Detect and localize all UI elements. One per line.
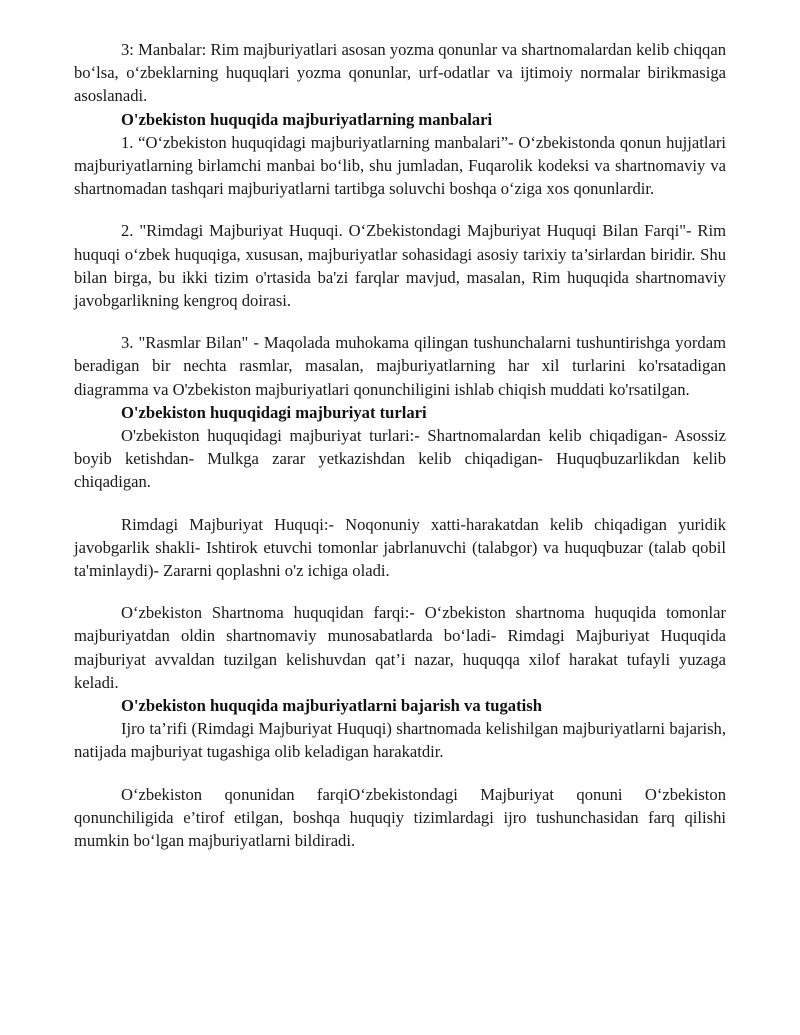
paragraph-item-2: 2. "Rimdagi Majburiyat Huquqi. O‘Zbekistondagi Majburiyat Huquqi Bilan Farqi"- Rim huquqi o‘zbek huquqiga, xususan, majburiyatlar sohasidagi asosiy tarixiy ta’sirlardan biridir. Shu bilan birga, bu ikki tizim o'rtasida ba'zi farqlar mavjud, masalan, Rim huquqida shartnomaviy javobgarlikning kengroq doirasi. (74, 221, 726, 311)
heading-types-of-obligations: O'zbekiston huquqidagi majburiyat turlari (121, 402, 427, 422)
heading-performance-and-termination: O'zbekiston huquqida majburiyatlarni bajarish va tugatish (121, 696, 542, 716)
paragraph-contract-difference: O‘zbekiston Shartnoma huquqidan farqi:- O‘zbekiston shartnoma huquqida tomonlar majburiyatdan oldin shartnomaviy munosabatlarda bo‘ladi- Rimdagi Majburiyat Huquqida majburiyat avvaldan tuzilgan kelishuvdan qat’i nazar, huquqqa xilof harakat tufayli yuzaga keladi. (74, 603, 726, 692)
heading-sources-of-obligations: O'zbekiston huquqida majburiyatlarning manbalari (121, 109, 493, 129)
paragraph-item-1: 1. “O‘zbekiston huquqidagi majburiyatlarning manbalari”- O‘zbekistonda qonun hujjatlari majburiyatlarning birlamchi manbai bo‘lib, shu jumladan, Fuqarolik kodeksi va shartnomaviy va shartnomadan tashqari majburiyatlarni tartibga soluvchi boshqa o‘ziga xos qonunlardir. (74, 132, 726, 199)
document-page (74, 38, 726, 852)
paragraph-types-list: O'zbekiston huquqidagi majburiyat turlari:- Shartnomalardan kelib chiqadigan- Asossiz boyib ketishdan- Mulkga zarar yetkazishdan kelib chiqadigan- Huquqbuzarlikdan kelib chiqadigan. (74, 426, 726, 492)
paragraph-item-3: 3. "Rasmlar Bilan" - Maqolada muhokama qilingan tushunchalarni tushuntirishga yordam beradigan bir nechta rasmlar, masalan, majburiyatlarning har xil turlarini ko'rsatadigan diagramma va O'zbekiston majburiyatlari qonunchiligini ishlab chiqish muddati ko'rsatilgan. (74, 333, 726, 399)
paragraph-law-difference: O‘zbekiston qonunidan farqiO‘zbekistondagi Majburiyat qonuni O‘zbekiston qonunchiligida e’tirof etilgan, boshqa huquqiy tizimlardagi ijro tushunchasidan farq qilishi mumkin bo‘lgan majburiyatlarni bildiradi. (74, 784, 726, 851)
paragraph-sources: 3: Manbalar: Rim majburiyatlari asosan yozma qonunlar va shartnomalardan kelib chiqqan bo‘lsa, o‘zbeklarning huquqlari yozma qonunlar, urf-odatlar va ijtimoiy normalar birikmasiga asoslanadi. (74, 40, 726, 106)
paragraph-performance-definition: Ijro ta’rifi (Rimdagi Majburiyat Huquqi) shartnomada kelishilgan majburiyatlarni bajarish, natijada majburiyat tugashiga olib keladigan harakatdir. (74, 719, 726, 762)
paragraph-roman-law: Rimdagi Majburiyat Huquqi:- Noqonuniy xatti-harakatdan kelib chiqadigan yuridik javobgarlik shakli- Ishtirok etuvchi tomonlar jabrlanuvchi (talabgor) va huquqbuzar (talab qobil ta'minlaydi)- Zararni qoplashni o'z ichiga oladi. (74, 514, 726, 581)
